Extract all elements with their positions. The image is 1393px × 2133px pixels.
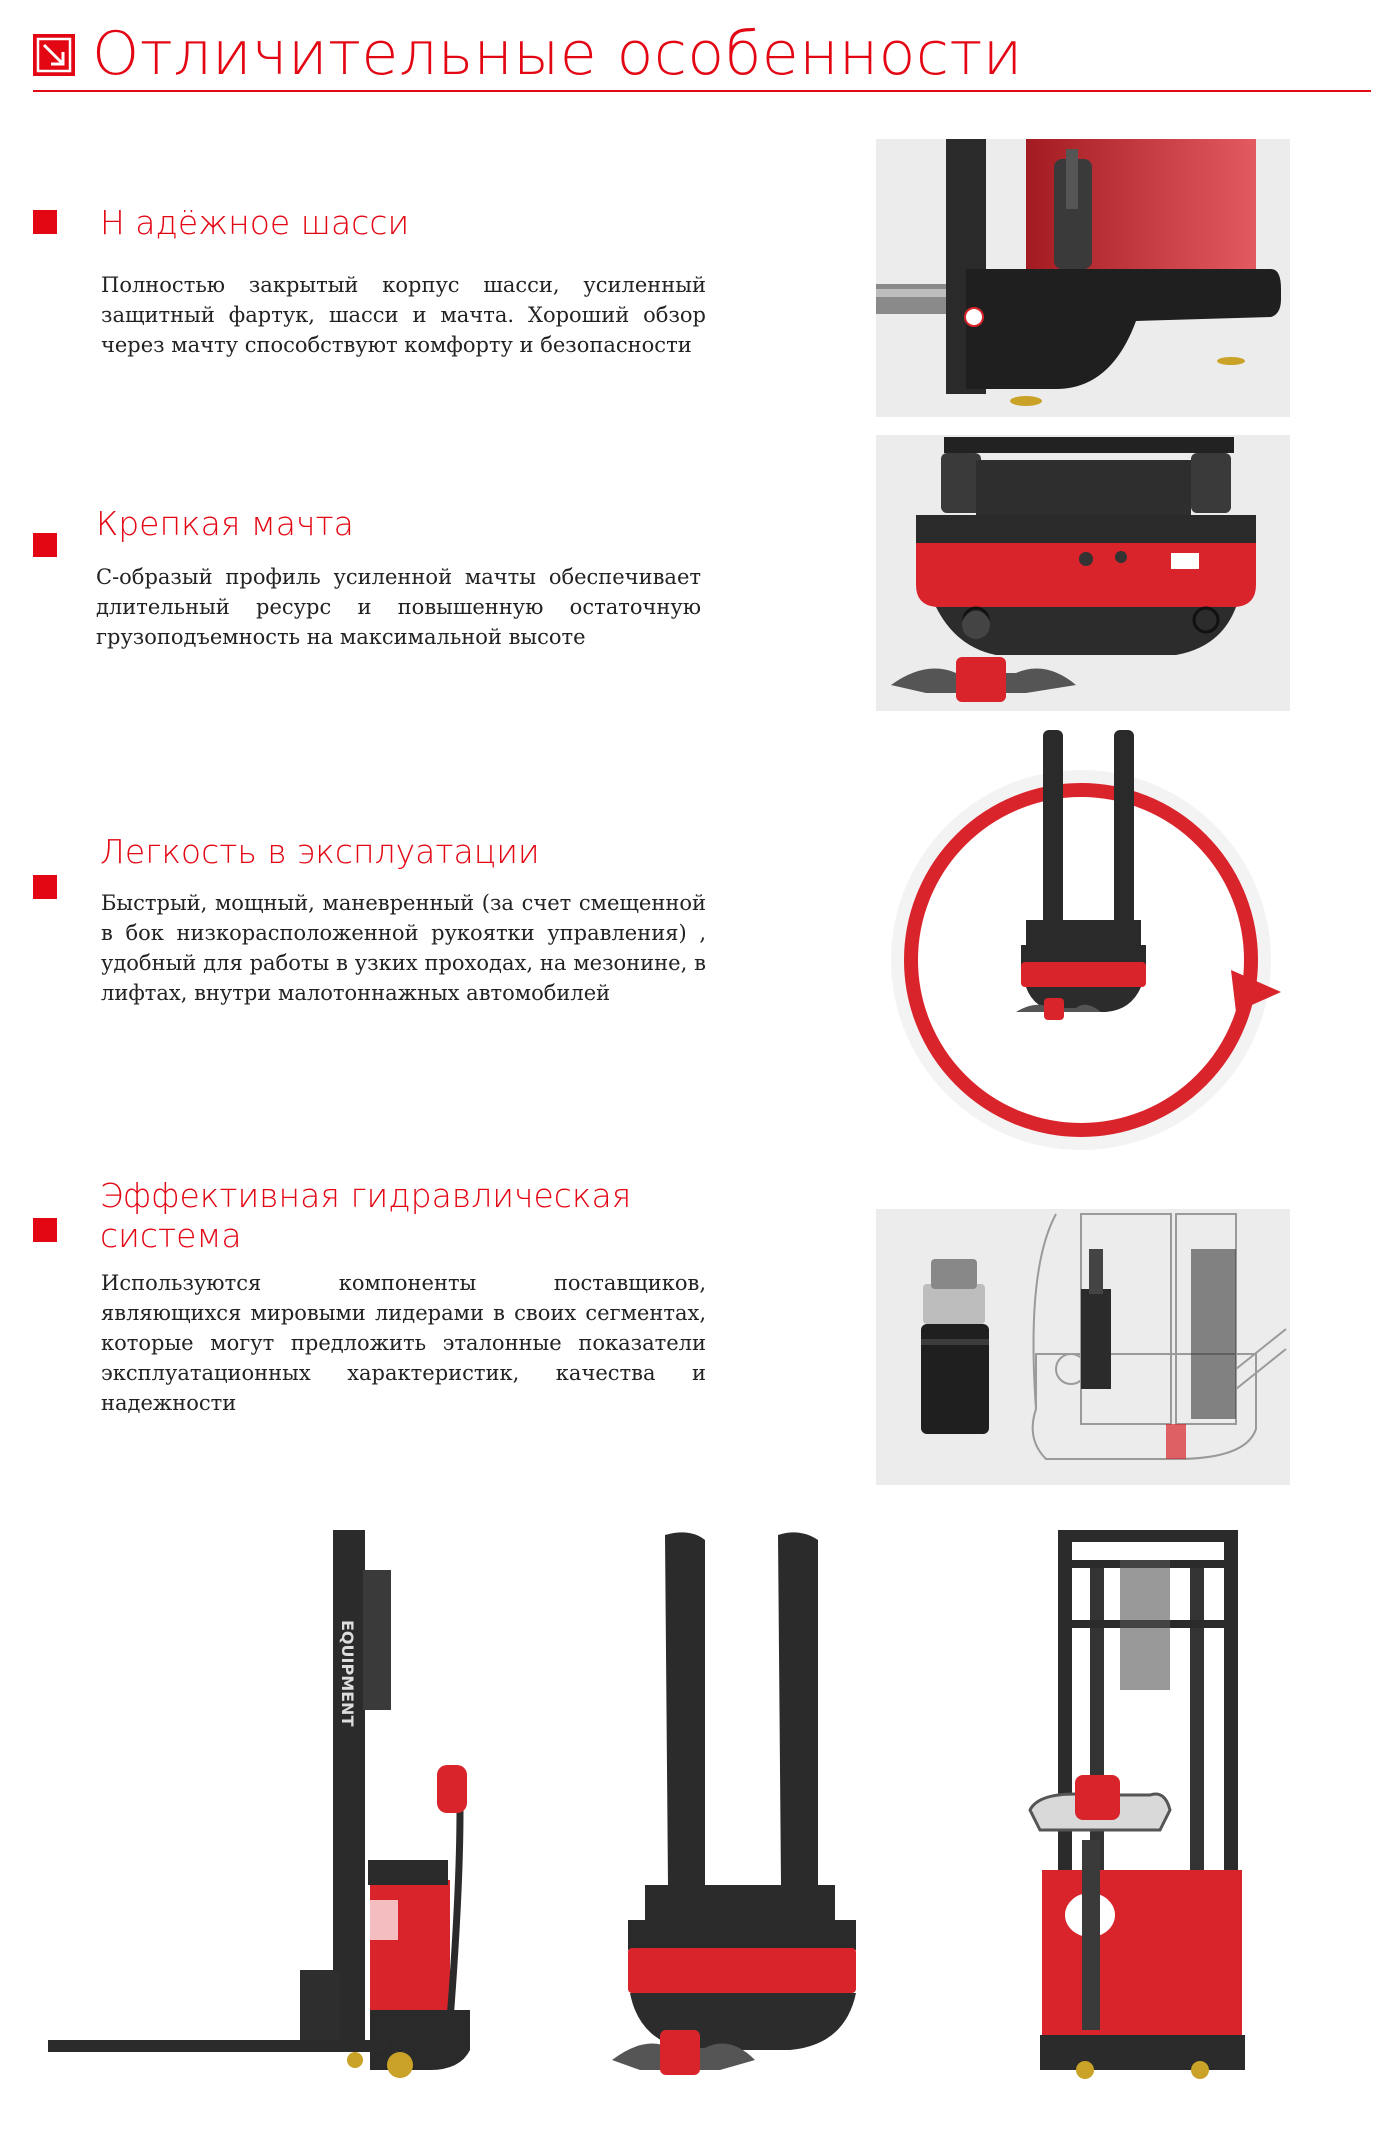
feature-title-chassis: Н адёжное шасси [100,203,410,242]
feature-title-mast: Крепкая мачта [96,504,354,543]
feature-title-hydraulics-line1: Эффективная гидравлическая [100,1176,632,1215]
feature-title-ease: Легкость в эксплуатации [100,832,540,871]
arrow-down-right-icon [33,34,75,76]
hydraulics-photo [876,1209,1290,1485]
chassis-photo [876,139,1290,417]
feature-bullet [33,210,57,234]
header-divider [33,90,1371,92]
page-title: Отличительные особенности [92,19,1023,89]
feature-text-hydraulics: Используются компоненты поставщиков, являющихся мировыми лидерами в своих сегментах, которые могут предложить эталонные показатели эксплуатационных характеристик, качества и надежности [101,1271,706,1415]
feature-text-chassis: Полностью закрытый корпус шасси, усиленный защитный фартук, шасси и мачта. Хороший обзор через мачту способствуют комфорту и безопасности [101,273,706,357]
mast-photo [876,435,1290,711]
feature-bullet [33,533,57,557]
stacker-top-view [600,1530,870,2090]
feature-bullet [33,1218,57,1242]
stacker-side-view [40,1530,480,2090]
feature-text-mast: С-образый профиль усиленной мачты обеспечивает длительный ресурс и повышенную остаточную грузоподъемность на максимальной высоте [96,565,701,649]
feature-title-hydraulics [100,1176,631,1256]
feature-text-ease: Быстрый, мощный, маневренный (за счет смещенной в бок низкорасположенной рукоятки управления) , удобный для работы в узких проходах, на мезонине, в лифтах, внутри малотоннажных автомобилей [101,891,706,1005]
feature-bullet [33,875,57,899]
stacker-front-view [1000,1520,1300,2090]
feature-title-hydraulics-line2: система [100,1216,242,1255]
mast-logo-text: EQUIPMENT [338,1620,357,1727]
turning-circle-illustration [876,730,1294,1156]
